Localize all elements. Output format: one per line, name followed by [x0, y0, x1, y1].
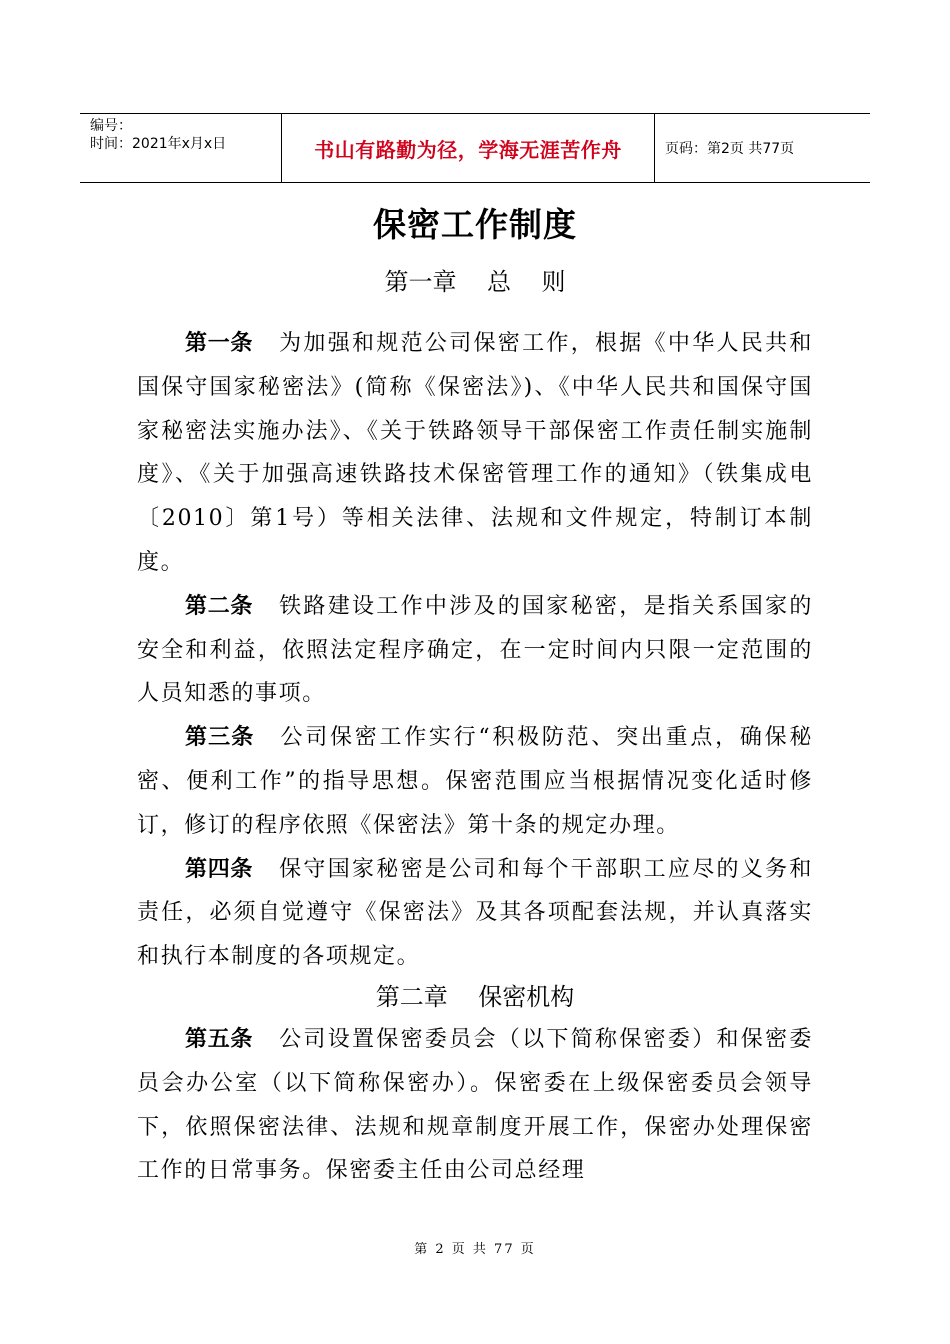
- document-header: [80, 113, 870, 183]
- article-label: 第五条: [185, 1027, 254, 1052]
- article-label: 第四条: [185, 856, 254, 882]
- time-label: 时间：2021年x月x日: [90, 136, 227, 152]
- article-label: 第三条: [185, 725, 255, 751]
- article-text: 铁路建设工作中涉及的国家秘密，是指关系国家的安全和利益，依照法定程序确定，在一定时间内只限一定范围的人员知悉的事项。: [137, 593, 813, 707]
- header-motto: 书山有路勤为径，学海无涯苦作舟: [282, 114, 655, 182]
- article-text: 公司设置保密委员会（以下简称保密委）和保密委员会办公室（以下简称保密办）。保密委在上级保密委员会领导下，依照保密法律、法规和规章制度开展工作，保密办处理保密工作的日常事务。保密委主任由公司总经理: [137, 1027, 813, 1184]
- article-text: 公司保密工作实行“积极防范、突出重点，确保秘密、便利工作”的指导思想。保密范围应当根据情况变化适时修订，修订的程序依照《保密法》第十条的规定办理。: [137, 725, 813, 838]
- header-meta: [80, 114, 282, 182]
- article-paragraph: [137, 848, 813, 979]
- header-page-info: 页码：第2页 共77页: [665, 141, 795, 157]
- article-paragraph: [137, 716, 813, 847]
- chapter-heading-1: 第一章 总 则: [384, 268, 566, 296]
- article-label: 第一条: [185, 331, 254, 356]
- article-text: 为加强和规范公司保密工作，根据《中华人民共和国保守国家秘密法》(简称《保密法》)、《中华人民共和国保守国家秘密法实施办法》、《关于铁路领导干部保密工作责任制实施制度》、《关于加强高速铁路技术保密管理工作的通知》（铁集成电〔2010〕第1号）等相关法律、法规和文件规定，特制订本制度。: [137, 331, 813, 575]
- chapter2-body: [137, 1018, 813, 1193]
- article-paragraph: [137, 322, 813, 585]
- chapter1-body: [137, 322, 813, 979]
- chapter-heading-2: 第二章 保密机构: [375, 983, 575, 1011]
- article-text: 保守国家秘密是公司和每个干部职工应尽的义务和责任，必须自觉遵守《保密法》及其各项配套法规，并认真落实和执行本制度的各项规定。: [137, 856, 813, 970]
- document-title: 保密工作制度: [373, 205, 577, 244]
- article-paragraph: [137, 1018, 813, 1193]
- article-paragraph: [137, 585, 813, 716]
- number-label: 编号：: [90, 118, 132, 134]
- article-label: 第二条: [185, 593, 254, 619]
- page-footer: 第 2 页 共 77 页: [414, 1242, 536, 1257]
